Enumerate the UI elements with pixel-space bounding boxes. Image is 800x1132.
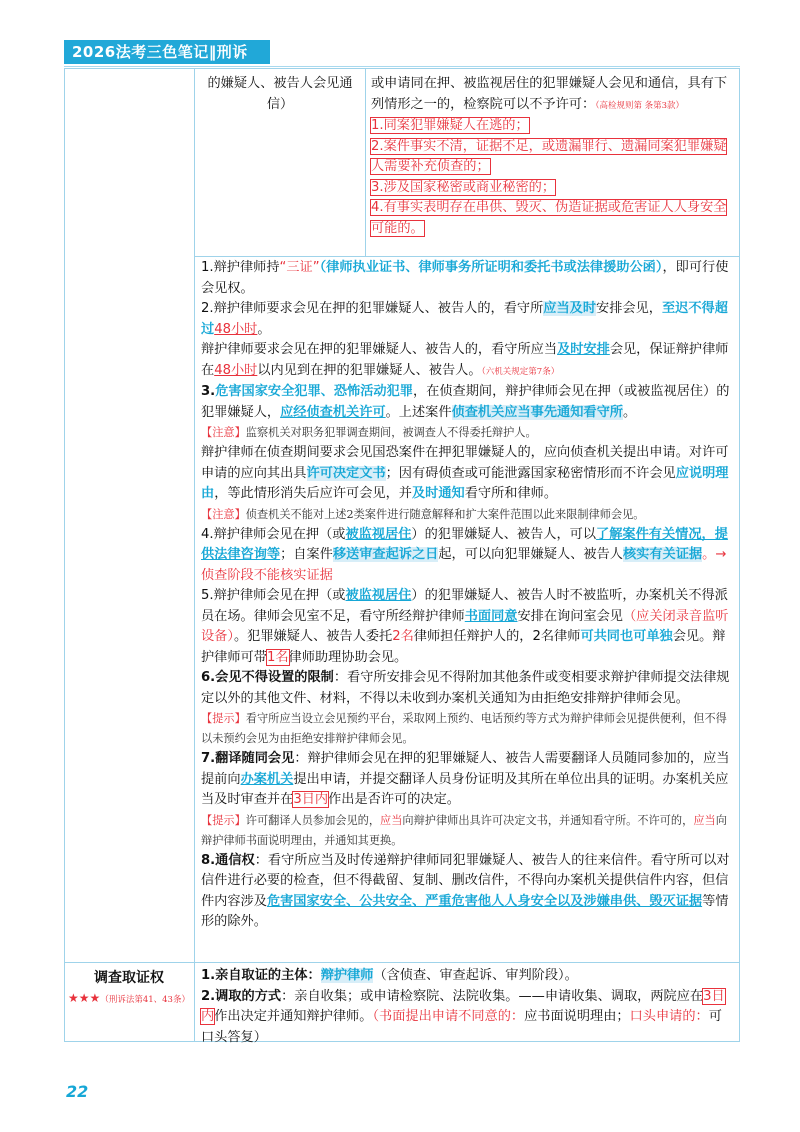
row-divider: [194, 256, 740, 257]
header-rule: [64, 66, 740, 67]
column-divider: [365, 68, 366, 256]
meeting-point-6: 6.会见不得设置的限制：看守所安排会见不得附加其他条件或变相要求辩护律师提交法律规定以外的其他文件、材料，不得以未收到办案机关通知为由拒绝安排辩护律师会见。: [201, 670, 730, 706]
note-2: 【注意】侦查机关不能对上述2类案件进行随意解释和扩大案件范围以此来限制律师会见。: [201, 507, 645, 521]
meeting-point-4: 4.辩护律师会见在押（或被监视居住）的犯罪嫌疑人、被告人，可以了解案件有关情况，提供法律咨询等；自案件移送审查起诉之日起，可以向犯罪嫌疑人、被告人核实有关证据。→侦查阶段不能核实证据: [201, 526, 728, 583]
evidence-point-1: 1.亲自取证的主体：辩护律师（含侦查、审查起诉、审判阶段）。: [201, 968, 578, 983]
meeting-rights-cell: [201, 258, 734, 933]
meeting-point-1: 1.辩护律师持“三证”（律师执业证书、律师事务所证明和委托书或法律援助公函），即可行使会见权。: [201, 260, 729, 296]
top-row-left-cell: [200, 74, 360, 115]
evidence-content-cell: [201, 966, 734, 1048]
meeting-point-3-detail: 辩护律师在侦查期间要求会见国恐案件在押犯罪嫌疑人的，应向侦查机关提出申请。对许可申请的应向其出具许可决定文书；因有碍侦查或可能泄露国家秘密情形而不许会见应说明理由，等此情形消失后应许可会见，并及时通知看守所和律师。: [201, 445, 729, 501]
top-row-intro: 或申请同在押、被监视居住的犯罪嫌疑人会见和通信，具有下列情形之一的，检察院可以不予许可：: [371, 76, 728, 112]
note-1: 【注意】监察机关对职务犯罪调查期间，被调查人不得委托辩护人。: [201, 426, 537, 439]
top-row-right-cell: [371, 74, 733, 239]
evidence-heading: 调查取证权: [94, 970, 164, 986]
page-number: 22: [66, 1082, 89, 1101]
note-3: 【提示】看守所应当设立会见预约平台，采取网上预约、电话预约等方式为辩护律师会见提供便利，但不得以未预约会见为由拒绝安排辩护律师会见。: [201, 712, 727, 745]
importance-stars: ★★★: [68, 991, 101, 1005]
row-divider: [64, 962, 740, 963]
top-row-left-text: 的嫌疑人、被告人会见通信）: [207, 76, 353, 112]
evidence-row-heading-cell: [64, 968, 194, 1009]
meeting-point-3: 3.危害国家安全犯罪、恐怖活动犯罪，在侦查期间，辩护律师会见在押（或被监视居住）的犯罪嫌疑人，应经侦查机关许可。上述案件侦查机关应当事先通知看守所。: [201, 384, 730, 420]
meeting-point-5: 5.辩护律师会见在押（或被监视居住）的犯罪嫌疑人、被告人时不被监听，办案机关不得派员在场。律师会见室不足，看守所经辩护律师书面同意安排在询问室会见（应关闭录音监听设备）。犯罪嫌疑人、被告人委托2名律师担任辩护人的，2名律师可共同也可单独会见。辩护律师可带1名律师助理协助会见。: [201, 588, 729, 665]
note-4: 【提示】许可翻译人员参加会见的，应当向辩护律师出具许可决定文书，并通知看守所。不许可的，应当向辩护律师书面说明理由，并通知其更换。: [201, 813, 727, 847]
meeting-point-7: 7.翻译随同会见：辩护律师会见在押的犯罪嫌疑人、被告人需要翻译人员随同参加的，应当提前向办案机关提出申请，并提交翻译人员身份证明及其所在单位出具的证明。办案机关应当及时审查并在3日内作出是否许可的决定。: [201, 751, 730, 807]
header-title: 2026法考三色笔记‖刑诉: [64, 40, 270, 64]
meeting-point-2-detail: 辩护律师要求会见在押的犯罪嫌疑人、被告人的，看守所应当及时安排会见，保证辩护律师在48小时以内见到在押的犯罪嫌疑人、被告人。（六机关规定第7条）: [201, 342, 729, 378]
meeting-point-2: 2.辩护律师要求会见在押的犯罪嫌疑人、被告人的，看守所应当及时安排会见，至迟不得超过48小时。: [201, 301, 728, 337]
meeting-point-8: 8.通信权：看守所应当及时传递辩护律师同犯罪嫌疑人、被告人的往来信件。看守所可以对信件进行必要的检查，但不得截留、复制、删改信件，不得向办案机关提供信件内容，但信件内容涉及危害国家安全、公共安全、严重危害他人人身安全以及涉嫌串供、毁灭证据等情形的除外。: [201, 852, 730, 929]
top-row-item: 2.案件事实不清，证据不足，或遗漏罪行、遗漏同案犯罪嫌疑人需要补充侦查的；: [371, 138, 727, 174]
evidence-ref: （刑诉法第41、43条）: [100, 995, 190, 1005]
column-divider: [194, 68, 195, 1042]
top-row-item: 3.涉及国家秘密或商业秘密的；: [371, 179, 556, 195]
top-row-item: 4.有事实表明存在串供、毁灭、伪造证据或危害证人人身安全可能的。: [371, 200, 727, 236]
top-row-ref: （高检规则第 条第3款）: [595, 100, 685, 111]
top-row-item: 1.同案犯罪嫌疑人在逃的；: [371, 118, 529, 133]
evidence-point-2: 2.调取的方式：亲自收集；或申请检察院、法院收集。——申请收集、调取，两院应在3日内作出决定并通知辩护律师。（书面提出申请不同意的：应书面说明理由；口头申请的：可口头答复）: [201, 988, 725, 1045]
